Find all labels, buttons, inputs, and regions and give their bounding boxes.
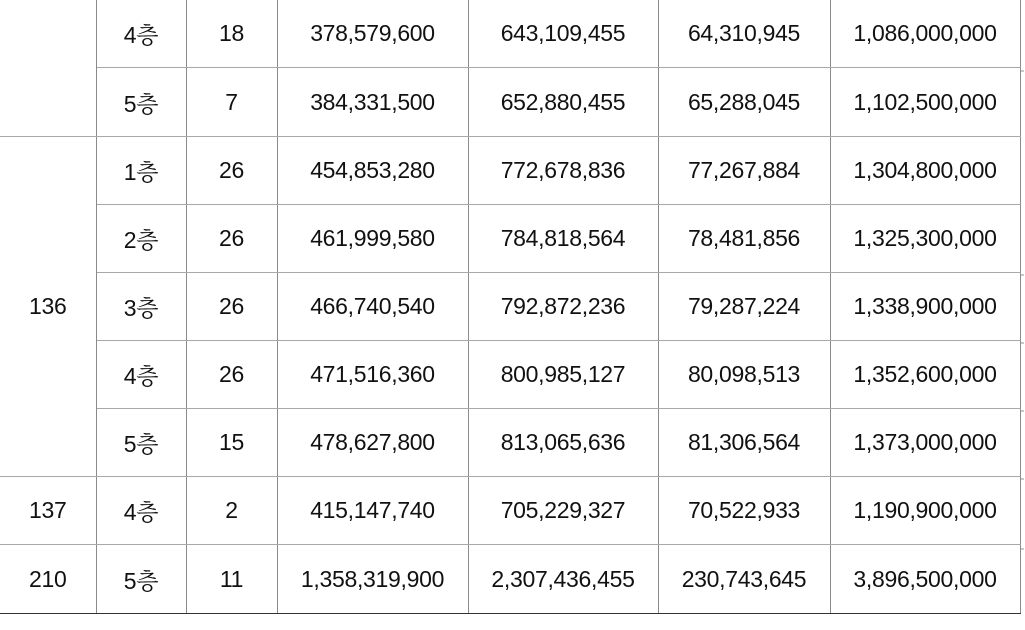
floor-cell: 4층 xyxy=(96,341,186,409)
table-row xyxy=(0,409,1020,477)
floor-cell: 2층 xyxy=(96,205,186,273)
table-row xyxy=(0,0,1020,68)
building-price-cell: 813,065,636 xyxy=(468,409,658,477)
table-row xyxy=(0,137,1020,205)
vat-cell: 64,310,945 xyxy=(658,0,830,68)
land-price-cell: 466,740,540 xyxy=(277,273,468,341)
floor-cell: 5층 xyxy=(96,68,186,137)
total-price-cell: 1,190,900,000 xyxy=(830,477,1020,545)
land-price-cell: 384,331,500 xyxy=(277,68,468,137)
floor-cell: 1층 xyxy=(96,137,186,205)
cropped-column-edge xyxy=(1021,0,1025,630)
vat-cell: 230,743,645 xyxy=(658,545,830,614)
floor-cell: 3층 xyxy=(96,273,186,341)
units-cell: 2 xyxy=(186,477,277,545)
table-row xyxy=(0,68,1020,137)
table-row xyxy=(0,545,1020,614)
vat-cell: 81,306,564 xyxy=(658,409,830,477)
type-cell: 137 xyxy=(0,477,96,545)
vat-cell: 79,287,224 xyxy=(658,273,830,341)
building-price-cell: 652,880,455 xyxy=(468,68,658,137)
type-cell xyxy=(0,0,96,137)
units-cell: 18 xyxy=(186,0,277,68)
floor-cell: 4층 xyxy=(96,0,186,68)
building-price-cell: 800,985,127 xyxy=(468,341,658,409)
total-price-cell: 1,086,000,000 xyxy=(830,0,1020,68)
table-row xyxy=(0,205,1020,273)
total-price-cell: 1,338,900,000 xyxy=(830,273,1020,341)
building-price-cell: 792,872,236 xyxy=(468,273,658,341)
building-price-cell: 2,307,436,455 xyxy=(468,545,658,614)
land-price-cell: 378,579,600 xyxy=(277,0,468,68)
land-price-cell: 471,516,360 xyxy=(277,341,468,409)
units-cell: 26 xyxy=(186,137,277,205)
land-price-cell: 454,853,280 xyxy=(277,137,468,205)
units-cell: 26 xyxy=(186,273,277,341)
units-cell: 26 xyxy=(186,341,277,409)
total-price-cell: 1,352,600,000 xyxy=(830,341,1020,409)
building-price-cell: 784,818,564 xyxy=(468,205,658,273)
floor-cell: 5층 xyxy=(96,545,186,614)
total-price-cell: 1,373,000,000 xyxy=(830,409,1020,477)
land-price-cell: 461,999,580 xyxy=(277,205,468,273)
units-cell: 7 xyxy=(186,68,277,137)
vat-cell: 65,288,045 xyxy=(658,68,830,137)
type-cell: 136 xyxy=(0,137,96,477)
total-price-cell: 1,304,800,000 xyxy=(830,137,1020,205)
floor-cell: 5층 xyxy=(96,409,186,477)
vat-cell: 70,522,933 xyxy=(658,477,830,545)
table-row xyxy=(0,477,1020,545)
total-price-cell: 1,325,300,000 xyxy=(830,205,1020,273)
units-cell: 15 xyxy=(186,409,277,477)
table-row xyxy=(0,273,1020,341)
building-price-cell: 772,678,836 xyxy=(468,137,658,205)
total-price-cell: 1,102,500,000 xyxy=(830,68,1020,137)
vat-cell: 77,267,884 xyxy=(658,137,830,205)
land-price-cell: 478,627,800 xyxy=(277,409,468,477)
vat-cell: 78,481,856 xyxy=(658,205,830,273)
table-row xyxy=(0,341,1020,409)
land-price-cell: 415,147,740 xyxy=(277,477,468,545)
land-price-cell: 1,358,319,900 xyxy=(277,545,468,614)
units-cell: 26 xyxy=(186,205,277,273)
total-price-cell: 3,896,500,000 xyxy=(830,545,1020,614)
vat-cell: 80,098,513 xyxy=(658,341,830,409)
building-price-cell: 705,229,327 xyxy=(468,477,658,545)
floor-cell: 4층 xyxy=(96,477,186,545)
type-cell: 210 xyxy=(0,545,96,614)
units-cell: 11 xyxy=(186,545,277,614)
building-price-cell: 643,109,455 xyxy=(468,0,658,68)
